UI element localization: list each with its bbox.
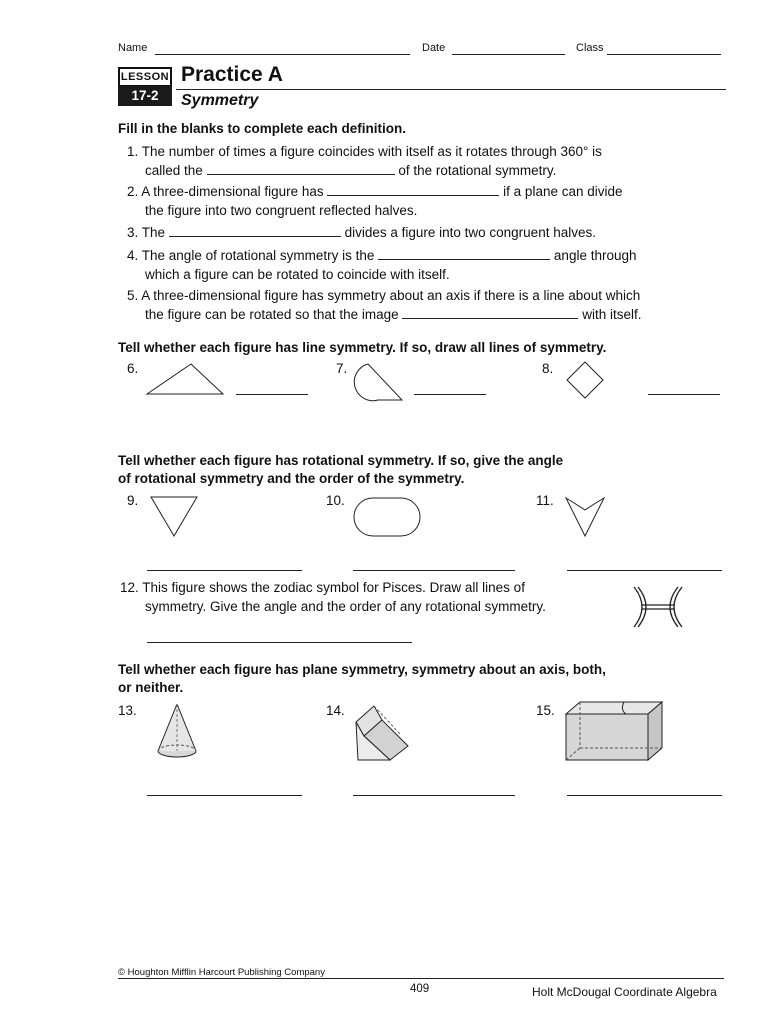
- q9-inverted-triangle-figure: [150, 496, 198, 538]
- q14-prism-figure: [352, 702, 410, 762]
- q5-number: 5.: [127, 288, 139, 303]
- section1-instruction: Fill in the blanks to complete each definition.: [118, 121, 407, 136]
- question-2: [127, 182, 623, 220]
- section4-instruction-line2: or neither.: [118, 680, 184, 695]
- q8-rhombus-figure: [566, 361, 604, 399]
- copyright-notice: © Houghton Mifflin Harcourt Publishing Company: [118, 967, 325, 978]
- q9-number: 9.: [127, 493, 139, 508]
- q7-number: 7.: [336, 361, 348, 376]
- q5-answer-blank[interactable]: [402, 306, 578, 319]
- q12-answer-line[interactable]: [147, 642, 412, 643]
- q15-number: 15.: [536, 703, 555, 718]
- q8-answer-line[interactable]: [648, 394, 720, 395]
- q3-number: 3.: [127, 225, 139, 240]
- date-label: Date: [422, 42, 446, 54]
- q7-answer-line[interactable]: [414, 394, 486, 395]
- page-title: Practice A: [181, 63, 283, 86]
- q11-heart-figure: [564, 496, 606, 538]
- q8-number: 8.: [542, 361, 554, 376]
- q4-number: 4.: [127, 248, 139, 263]
- q1-text-b: of the rotational symmetry.: [398, 163, 557, 178]
- q1-answer-blank[interactable]: [207, 162, 395, 175]
- lesson-label: LESSON: [118, 67, 172, 87]
- section2-instruction: Tell whether each figure has line symmetry. If so, draw all lines of symmetry.: [118, 340, 607, 355]
- q13-number: 13.: [118, 703, 137, 718]
- q9-answer-line[interactable]: [147, 570, 302, 571]
- q12-number: 12.: [120, 580, 139, 595]
- q4-text-a: The angle of rotational symmetry is the: [141, 248, 375, 263]
- class-label: Class: [576, 42, 604, 54]
- q7-half-circle-figure: [354, 362, 406, 402]
- section4-instruction-line1: Tell whether each figure has plane symmetry, symmetry about an axis, both,: [118, 662, 606, 677]
- q10-answer-line[interactable]: [353, 570, 515, 571]
- q14-answer-line[interactable]: [353, 795, 515, 796]
- q2-text-line2: the figure into two congruent reflected halves.: [145, 203, 418, 218]
- page-number: 409: [410, 983, 430, 995]
- q2-number: 2.: [127, 184, 139, 199]
- q15-answer-line[interactable]: [567, 795, 722, 796]
- name-label: Name: [118, 42, 148, 54]
- q11-answer-line[interactable]: [567, 570, 722, 571]
- footer-rule: [118, 978, 724, 979]
- q5-text-a: the figure can be rotated so that the image: [145, 307, 399, 322]
- q2-text-a: A three-dimensional figure has: [141, 184, 324, 199]
- question-4: [127, 246, 637, 284]
- question-3: [127, 223, 596, 242]
- q1-text-a: called the: [145, 163, 203, 178]
- q4-text-line2: which a figure can be rotated to coincide with itself.: [145, 267, 450, 282]
- q3-text-b: divides a figure into two congruent halves.: [344, 225, 596, 240]
- q6-answer-line[interactable]: [236, 394, 308, 395]
- q12-pisces-symbol-figure: [628, 585, 688, 629]
- q13-cone-figure: [155, 702, 199, 760]
- q10-number: 10.: [326, 493, 345, 508]
- q5-text-line1: A three-dimensional figure has symmetry about an axis if there is a line about which: [141, 288, 641, 303]
- name-field-line[interactable]: [155, 54, 410, 55]
- q2-text-b: if a plane can divide: [503, 184, 623, 199]
- q1-text-line1: The number of times a figure coincides with itself as it rotates through 360° is: [141, 144, 602, 159]
- page-subtitle: Symmetry: [181, 92, 259, 109]
- lesson-number: 17-2: [118, 86, 172, 106]
- question-12: [120, 578, 546, 616]
- q14-number: 14.: [326, 703, 345, 718]
- title-rule: [176, 89, 726, 90]
- book-title: Holt McDougal Coordinate Algebra: [532, 985, 717, 999]
- q3-text-a: The: [141, 225, 166, 240]
- q10-stadium-figure: [353, 497, 421, 539]
- q2-answer-blank[interactable]: [327, 183, 499, 196]
- q3-answer-blank[interactable]: [169, 224, 341, 237]
- q6-number: 6.: [127, 361, 139, 376]
- class-field-line[interactable]: [607, 54, 721, 55]
- q4-text-b: angle through: [553, 248, 637, 263]
- q6-triangle-figure: [145, 362, 225, 396]
- q4-answer-blank[interactable]: [378, 247, 550, 260]
- question-1: [127, 142, 602, 180]
- q12-text-line2: symmetry. Give the angle and the order of any rotational symmetry.: [145, 599, 546, 614]
- q1-number: 1.: [127, 144, 139, 159]
- question-5: [127, 286, 641, 324]
- section3-instruction-line1: Tell whether each figure has rotational symmetry. If so, give the angle: [118, 453, 564, 468]
- q11-number: 11.: [536, 493, 554, 508]
- q13-answer-line[interactable]: [147, 795, 302, 796]
- q5-text-b: with itself.: [582, 307, 642, 322]
- date-field-line[interactable]: [452, 54, 565, 55]
- q12-text-line1: This figure shows the zodiac symbol for Pisces. Draw all lines of: [142, 580, 525, 595]
- q15-box-figure: [564, 700, 664, 762]
- section3-instruction-line2: of rotational symmetry and the order of the symmetry.: [118, 471, 465, 486]
